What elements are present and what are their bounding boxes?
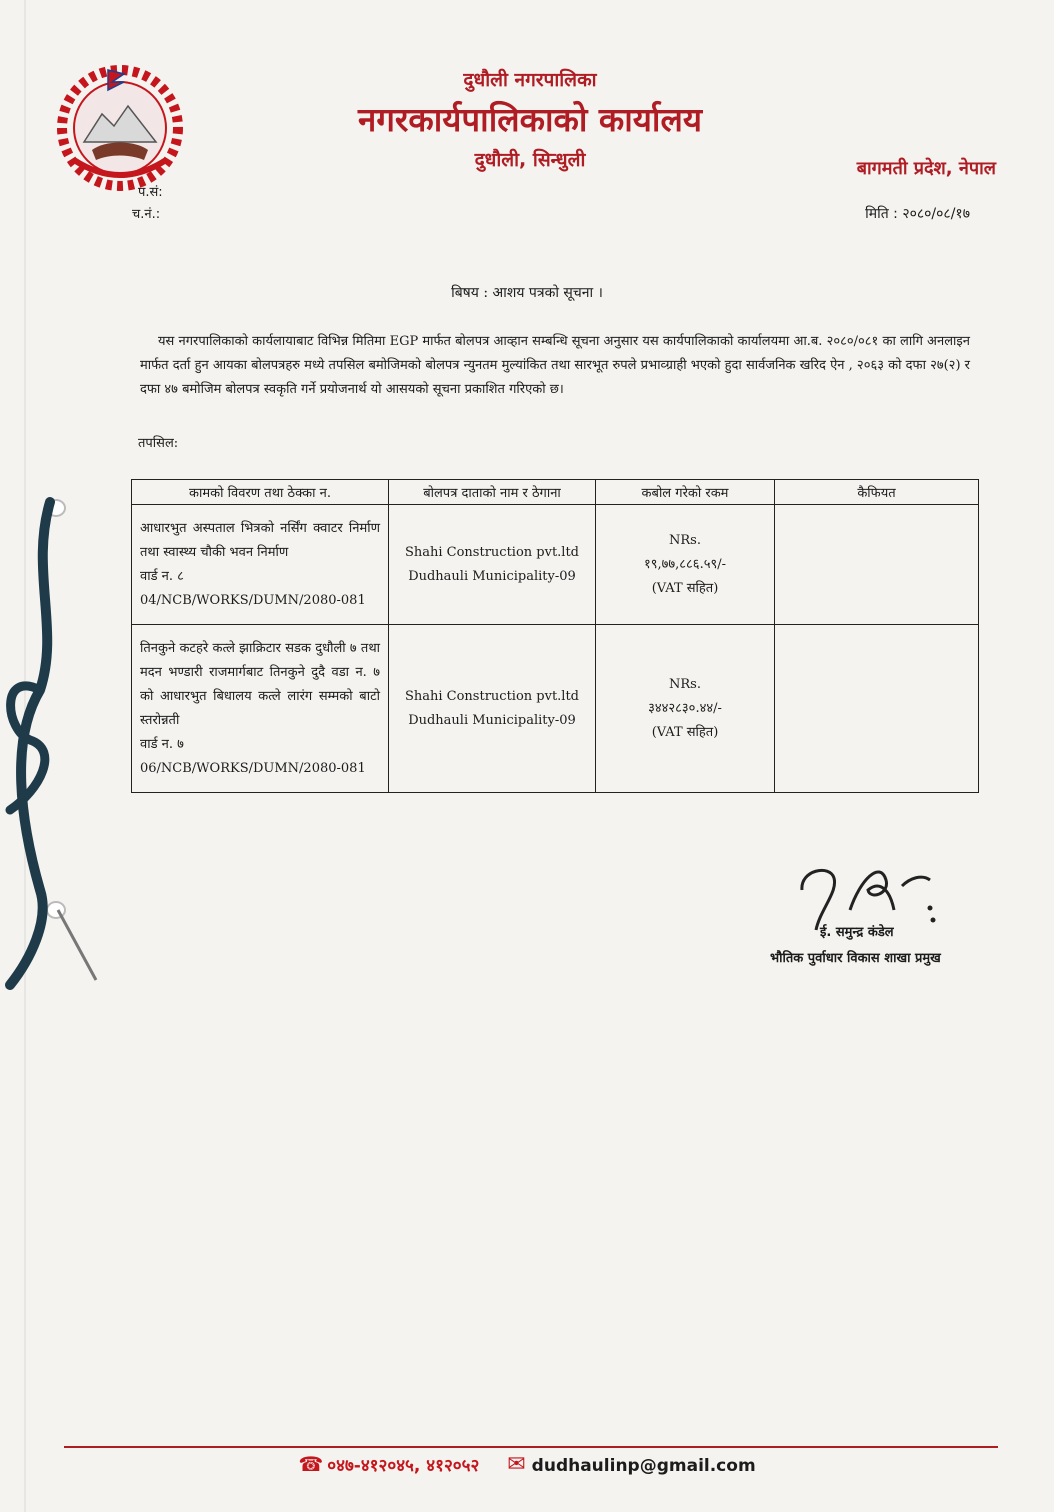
letter-subject: बिषय : आशय पत्रको सूचना । — [451, 285, 603, 301]
footer-contact — [0, 1452, 1054, 1477]
header-work-description: कामको विवरण तथा ठेक्का न. — [132, 480, 389, 505]
bidder-cell — [389, 505, 596, 625]
work-description-cell — [132, 625, 389, 793]
contract-number: 06/NCB/WORKS/DUMN/2080-081 — [140, 760, 366, 776]
mail-icon: ✉ — [507, 1452, 526, 1477]
ps-label: प.सं: — [138, 185, 163, 200]
signatory-name: ई. समुन्द्र कंडेल — [820, 925, 894, 940]
table-row — [132, 505, 979, 625]
amount-currency: NRs. — [669, 676, 701, 692]
work-description: आधारभुत अस्पताल भित्रको नर्सिंग क्वाटर निर्माण तथा स्वास्थ्य चौकी भवन निर्माण — [140, 520, 380, 560]
tender-table — [131, 479, 979, 793]
amount-value: ३४४२८३०.४४/- — [648, 700, 722, 716]
nepal-emblem-icon — [50, 60, 190, 192]
ward-number: वार्ड न. ७ — [140, 736, 184, 752]
work-description-cell — [132, 505, 389, 625]
office-title: नगरकार्यपालिकाको कार्यालय — [358, 100, 702, 139]
amount-value: १९,७७,८८६.५९/- — [643, 556, 726, 572]
amount-cell — [596, 505, 775, 625]
letter-date: मिति : २०८०/०८/१७ — [865, 206, 970, 222]
bidder-address: Dudhauli Municipality-09 — [408, 712, 576, 728]
phone-icon: ☎ — [298, 1452, 324, 1476]
header-remarks: कैफियत — [775, 480, 979, 505]
bidder-cell — [389, 625, 596, 793]
header-amount: कबोल गरेको रकम — [596, 480, 775, 505]
remarks-cell — [775, 505, 979, 625]
table-row — [132, 625, 979, 793]
province-label: बागमती प्रदेश, नेपाल — [856, 158, 996, 179]
bidder-name: Shahi Construction pvt.ltd — [404, 544, 580, 560]
footer-email[interactable]: dudhaulinp@gmail.com — [531, 1456, 756, 1476]
details-label: तपसिल: — [138, 436, 179, 451]
amount-vat-note: (VAT सहित) — [651, 580, 719, 596]
footer-divider — [64, 1446, 998, 1448]
ward-number: वार्ड न. ८ — [140, 568, 184, 584]
contract-number: 04/NCB/WORKS/DUMN/2080-081 — [140, 592, 366, 608]
cn-label: च.नं.: — [132, 207, 161, 222]
header-bidder: बोलपत्र दाताको नाम र ठेगाना — [389, 480, 596, 505]
work-description: तिनकुने कटहरे कत्ले झाक्रिटार सडक दुधौली ७ तथा मदन भण्डारी राजमार्गबाट तिनकुने दुदै वडा न. ७ को आधारभुत बिधालय कत्ले लारंग सम्मको बाटो स्तरोन्नती — [140, 640, 380, 728]
office-location: दुधौली, सिन्धुली — [474, 149, 586, 171]
remarks-cell — [775, 625, 979, 793]
bidder-address: Dudhauli Municipality-09 — [408, 568, 576, 584]
signatory-title: भौतिक पुर्वाधार विकास शाखा प्रमुख — [770, 951, 941, 966]
binding-string — [0, 490, 110, 990]
amount-currency: NRs. — [669, 532, 701, 548]
municipality-name: दुधौली नगरपालिका — [463, 69, 597, 91]
amount-cell — [596, 625, 775, 793]
footer-phone: ०४७-४१२०४५, ४१२०५२ — [327, 1456, 480, 1476]
amount-vat-note: (VAT सहित) — [651, 724, 719, 740]
table-header-row — [132, 480, 979, 505]
bidder-name: Shahi Construction pvt.ltd — [404, 688, 580, 704]
letter-body: यस नगरपालिकाको कार्यलायाबाट विभिन्न मितिमा EGP मार्फत बोलपत्र आव्हान सम्बन्धि सूचना अनुसार यस कार्यपालिकाको कार्यालयमा आ.ब. २०८०/०८१ का लागि अनलाइन मार्फत दर्ता हुन आयका बोलपत्रहरु मध्ये तपसिल बमोजिमको बोलपत्र न्युनतम मुल्यांकित तथा सारभूत रुपले प्रभाव्ग्राही भएको हुदा सार्वजनिक खरिद ऐन , २०६३ को दफा २७(२) र दफा ४७ बमोजिम बोलपत्र स्वकृति गर्ने प्रयोजनार्थ यो आसयको सूचना प्रकाशित गरिएको छ। — [140, 334, 970, 397]
